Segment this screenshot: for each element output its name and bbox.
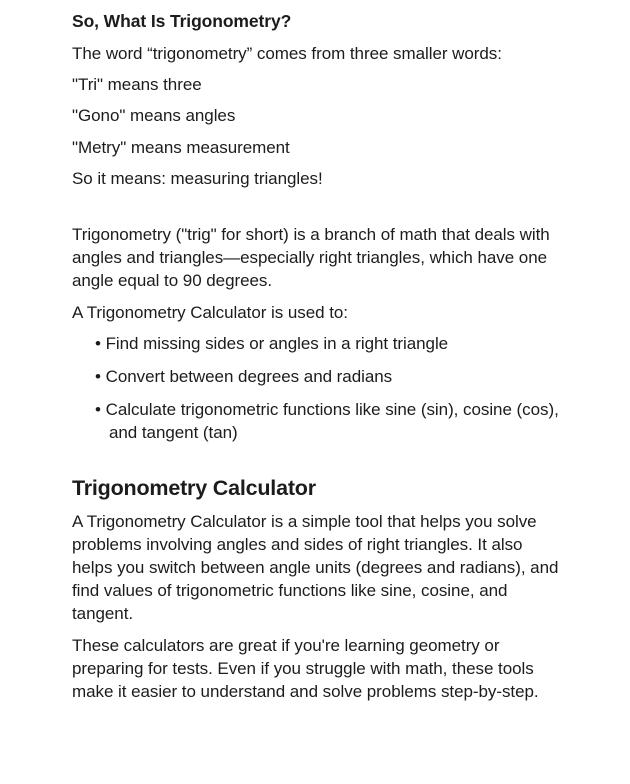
bullet-point-icon: •: [95, 333, 101, 353]
bullet-point-icon: •: [95, 367, 101, 387]
list-item-label: Convert between degrees and radians: [105, 367, 393, 387]
calculator-uses-list: [72, 332, 560, 445]
section-heading-trigonometry-calculator: Trigonometry Calculator: [72, 475, 316, 500]
section-spacer: [72, 445, 560, 475]
paragraph-trigonometry-definition: Trigonometry ("trig" for short) is a branch of math that deals with angles and triangles—especially right triangles, which have one angle equal to 90 degrees.: [72, 225, 550, 291]
list-item: [95, 332, 560, 355]
paragraph-tri-definition: "Tri" means three: [72, 75, 202, 95]
section-heading-what-is-trigonometry: So, What Is Trigonometry?: [72, 11, 292, 31]
paragraph-word-origin: The word “trigonometry” comes from three smaller words:: [72, 44, 502, 63]
paragraph-meaning-summary: So it means: measuring triangles!: [72, 168, 323, 188]
list-item: [95, 365, 560, 388]
list-item: [95, 398, 560, 444]
paragraph-calculator-uses-intro: A Trigonometry Calculator is used to:: [72, 302, 348, 322]
bullet-point-icon: •: [95, 400, 101, 420]
paragraph-calculator-description: A Trigonometry Calculator is a simple tool that helps you solve problems involving angles and sides of right triangles. It also helps you switch between angle units (degrees and radians), and find values of trigonometric functions like sine, cosine, and tangent.: [72, 511, 559, 624]
list-item-label: Calculate trigonometric functions like sine (sin), cosine (cos), and tangent (tan): [105, 400, 559, 443]
paragraph-metry-definition: "Metry" means measurement: [72, 137, 290, 157]
paragraph-calculator-benefits: These calculators are great if you're learning geometry or preparing for tests. Even if you struggle with math, these tools make it easier to understand and solve problems step-by-step.: [72, 635, 539, 702]
paragraph-spacer: [72, 198, 560, 223]
paragraph-gono-definition: "Gono" means angles: [72, 106, 236, 126]
list-item-label: Find missing sides or angles in a right triangle: [105, 333, 449, 353]
